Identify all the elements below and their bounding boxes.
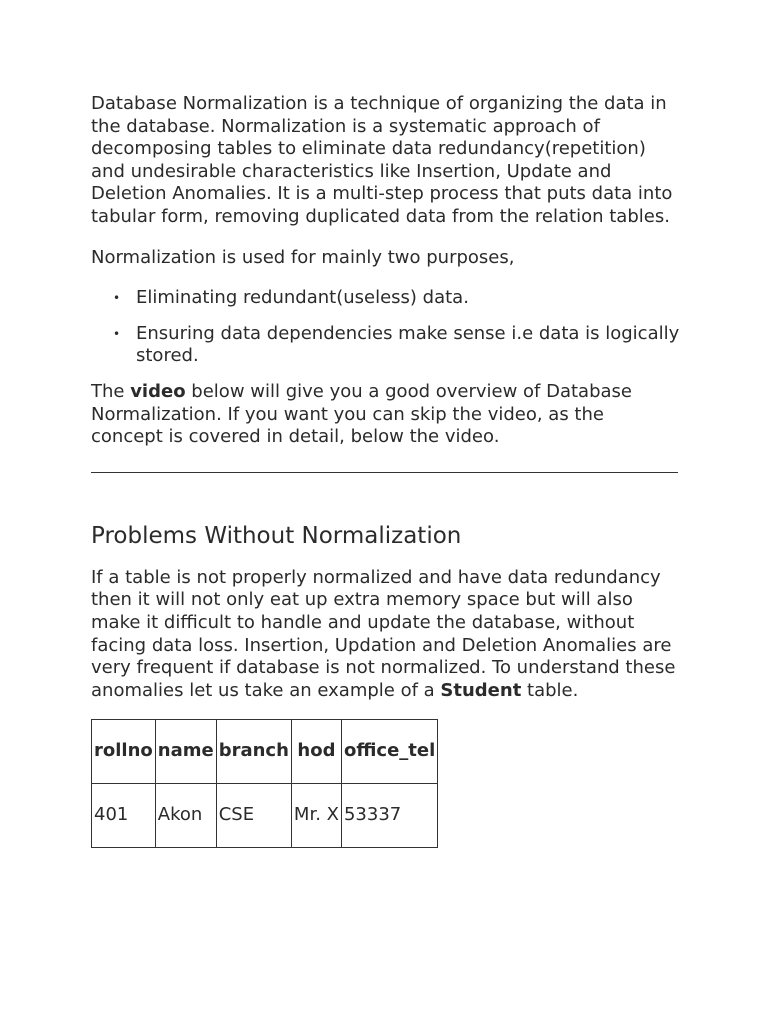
column-header-branch: branch [216,720,291,784]
purposes-intro-text: Normalization is used for mainly two purposes, [91,246,515,268]
video-note-paragraph [91,381,681,449]
list-item [91,323,681,368]
student-table [91,719,438,848]
list-item-text: Eliminating redundant(useless) data. [136,287,469,309]
cell-office-tel: 53337 [341,784,437,848]
bullet-icon: • [113,326,121,341]
column-header-name: name [155,720,216,784]
cell-hod: Mr. X [291,784,341,848]
list-item [91,287,681,310]
video-note-text-start: The [91,380,131,402]
list-item-text: Ensuring data dependencies make sense i.e data is logically stored. [136,322,680,367]
column-header-office-tel: office_tel [341,720,437,784]
section-heading: Problems Without Normalization [91,522,462,549]
problems-text-end: table. [521,679,579,701]
cell-name: Akon [155,784,216,848]
problems-text-start: If a table is not properly normalized and have data redundancy then it will not only eat up extra memory space but will also make it difficult to handle and update the database, without facing data loss. Insertion, Updation and Deletion Anomalies are very frequent if database is not normalized. To understand these anomalies let us take an example of a [91,566,676,701]
column-header-hod: hod [291,720,341,784]
video-emphasis: video [130,380,186,402]
table-row [92,784,438,848]
problems-paragraph [91,567,681,703]
section-divider [91,472,678,473]
table-header-row [92,720,438,784]
cell-rollno: 401 [92,784,156,848]
cell-branch: CSE [216,784,291,848]
video-note-text-end: below will give you a good overview of Database Normalization. If you want you can skip the video, as the concept is covered in detail, below the video. [91,380,632,448]
article-content [91,93,681,848]
column-header-rollno: rollno [92,720,156,784]
intro-paragraph: Database Normalization is a technique of organizing the data in the database. Normalization is a systematic approach of decomposing tables to eliminate data redundancy(repetition) and undesirable characteristics like Insertion, Update and Deletion Anomalies. It is a multi-step process that puts data into tabular form, removing duplicated data from the relation tables. [91,93,673,227]
bullet-icon: • [113,291,121,306]
student-emphasis: Student [440,679,522,701]
purposes-list [91,287,681,368]
